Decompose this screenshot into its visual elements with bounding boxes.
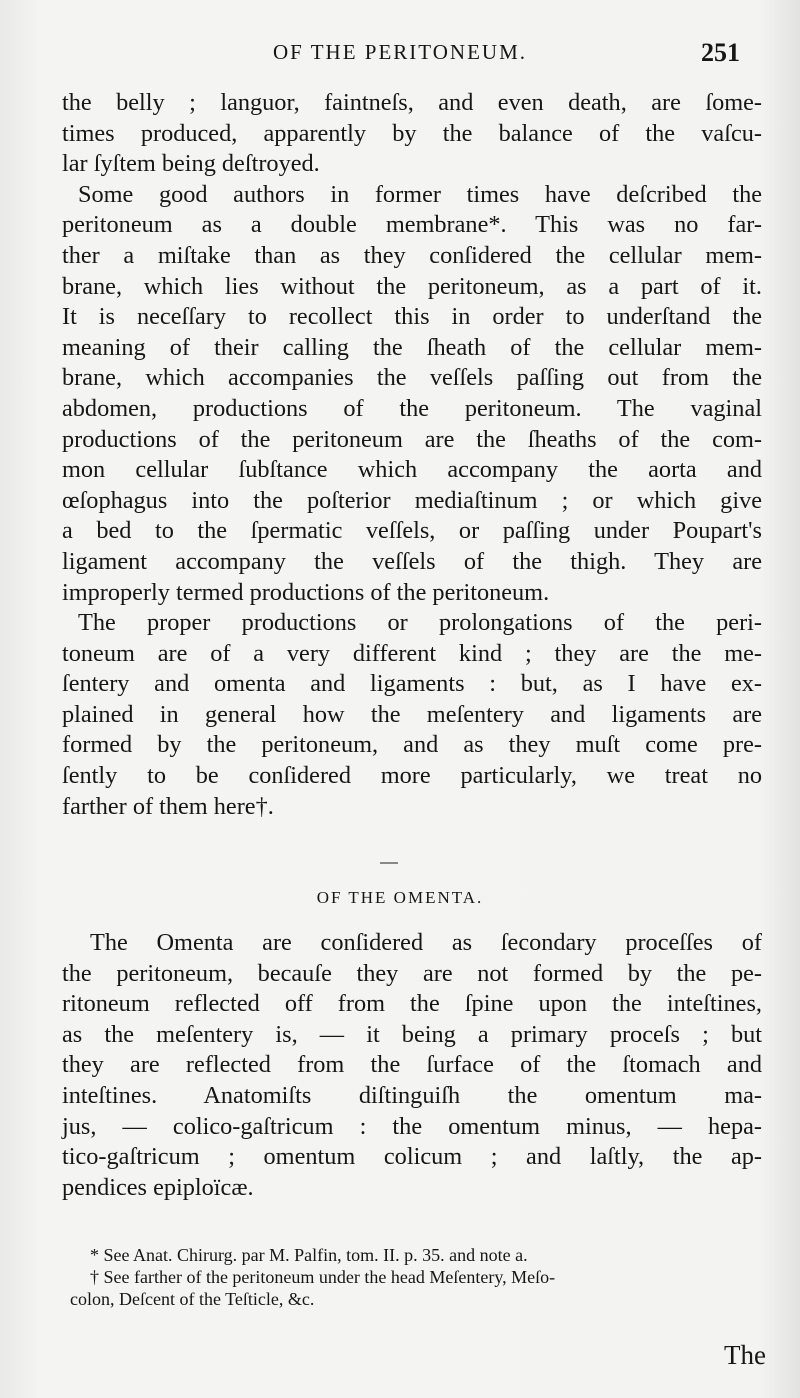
text-line: brane, which accompanies the veſſels paſſing out from the <box>62 364 762 392</box>
text-line: plained in general how the meſentery and ligaments are <box>62 700 762 728</box>
text-line: œſophagus into the poſterior mediaſtinum ; or which give <box>62 486 762 514</box>
text-line: meaning of their calling the ſheath of the cellular mem- <box>62 333 762 361</box>
section-heading: OF THE OMENTA. <box>316 888 484 907</box>
text-line: farther of them here†. <box>62 792 274 820</box>
text-line: the belly ; languor, faintneſs, and even death, are ſome- <box>62 89 762 116</box>
text-line: peritoneum as a double membrane*. This was no far- <box>62 211 762 239</box>
running-head <box>0 38 800 68</box>
text-line: productions of the peritoneum are the ſheaths of the com- <box>62 425 762 453</box>
text-line: as the meſentery is, — it being a primary proceſs ; but <box>62 1020 762 1048</box>
text-line: lar ſyſtem being deſtroyed. <box>62 150 320 178</box>
running-title: OF THE PERITONEUM. <box>273 40 527 64</box>
text-line: a bed to the ſpermatic veſſels, or paſſing under Poupart's <box>62 517 762 545</box>
text-line: jus, — colico-gaſtricum : the omentum minus, — hepa- <box>62 1112 762 1140</box>
footnotes <box>70 1244 762 1310</box>
section-divider <box>380 862 398 864</box>
text-line: the peritoneum, becauſe they are not formed by the pe- <box>62 959 762 987</box>
text-line: inteſtines. Anatomiſts diſtinguiſh the omentum ma- <box>62 1081 762 1109</box>
text-line: they are reflected from the ſurface of the ſtomach and <box>62 1051 762 1079</box>
text-line: times produced, apparently by the balance of the vaſcu- <box>62 119 762 147</box>
text-line: mon cellular ſubſtance which accompany the aorta and <box>62 456 762 484</box>
text-line: ritoneum reflected off from the ſpine upon the inteſtines, <box>62 990 762 1018</box>
text-line: It is neceſſary to recollect this in order to underſtand the <box>62 303 762 331</box>
paragraph-block-1 <box>62 88 762 822</box>
text-line: abdomen, productions of the peritoneum. The vaginal <box>62 394 762 422</box>
footnote: * See Anat. Chirurg. par M. Palfin, tom. II. p. 35. and note a. <box>90 1245 528 1265</box>
text-line: Some good authors in former times have deſcribed the <box>78 180 762 208</box>
text-line: toneum are of a very different kind ; they are the me- <box>62 639 762 667</box>
text-line: formed by the peritoneum, and as they muſt come pre- <box>62 731 762 759</box>
text-line: improperly termed productions of the peritoneum. <box>62 578 550 606</box>
text-line: pendices epiploïcæ. <box>62 1173 254 1201</box>
page-number: 251 <box>701 38 740 67</box>
text-line: ligament accompany the veſſels of the thigh. They are <box>62 547 762 575</box>
text-line: The proper productions or prolongations of the peri- <box>78 609 762 637</box>
catchword: The <box>724 1340 766 1370</box>
text-line: tico-gaſtricum ; omentum colicum ; and laſtly, the ap- <box>62 1143 762 1171</box>
text-line: ſently to be conſidered more particularly, we treat no <box>62 762 762 790</box>
text-line: ſentery and omenta and ligaments : but, as I have ex- <box>62 670 762 698</box>
text-line: ther a miſtake than as they conſidered the cellular mem- <box>62 241 762 269</box>
paragraph-block-2 <box>62 928 762 1203</box>
footnote: colon, Deſcent of the Teſticle, &c. <box>70 1289 315 1309</box>
text-line: The Omenta are conſidered as ſecondary proceſſes of <box>90 929 762 956</box>
footnote: † See farther of the peritoneum under the head Meſentery, Meſo- <box>90 1267 556 1287</box>
text-line: brane, which lies without the peritoneum, as a part of it. <box>62 272 762 300</box>
